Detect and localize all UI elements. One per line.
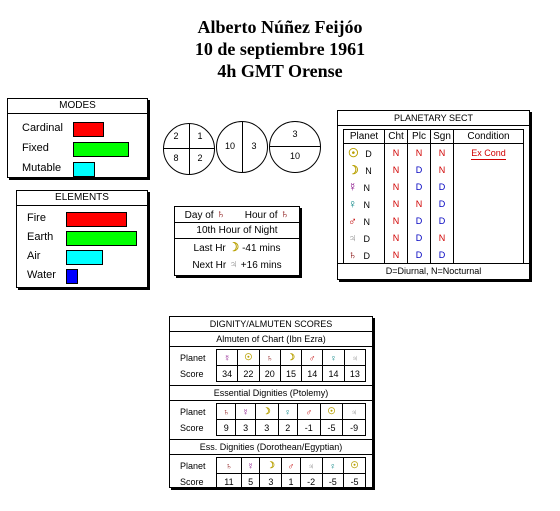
- dignity-subtitle: Essential Dignities (Ptolemy): [170, 385, 372, 401]
- score-value: -5: [344, 474, 366, 490]
- sect-row: [344, 195, 524, 212]
- dignity-planet-row: [176, 458, 366, 474]
- sect-plc: N: [408, 144, 431, 162]
- circle3-top: 3: [292, 129, 298, 139]
- elements-label-earth: Earth: [27, 231, 54, 243]
- score-value: 3: [260, 474, 282, 490]
- dignity-planet-row: [176, 404, 366, 420]
- sect-condition: [454, 212, 524, 229]
- dignity-score-row: [176, 474, 366, 490]
- sect-row: [344, 144, 524, 162]
- next-hour-value: +16 mins: [240, 260, 282, 271]
- sect-sgn: D: [431, 246, 454, 263]
- sect-plc: D: [408, 229, 431, 246]
- sect-col-sgn: Sgn: [431, 130, 454, 144]
- circle1-tr: 1: [197, 131, 203, 141]
- moon-icon: ☽: [255, 404, 278, 420]
- sect-plc: D: [408, 161, 431, 178]
- sun-icon: ☉: [238, 350, 259, 366]
- sect-planet-cell: [344, 229, 385, 246]
- jupiter-icon: ♃: [229, 257, 239, 271]
- moon-icon: ☽: [228, 240, 240, 254]
- sect-col-cht: Cht: [385, 130, 408, 144]
- condition-text: Ex Cond: [471, 147, 506, 158]
- score-value: -5: [322, 474, 344, 490]
- elements-bar-fire: [66, 212, 127, 227]
- score-value: 3: [255, 420, 278, 436]
- dignity-score-row: [176, 366, 366, 382]
- dignity-subtitle: Ess. Dignities (Dorothean/Egyptian): [170, 439, 372, 455]
- modes-label-fixed: Fixed: [22, 142, 49, 154]
- sect-dn: D: [361, 250, 370, 261]
- mars-icon: ♂: [348, 213, 357, 228]
- day-of-label: Day of: [184, 210, 214, 221]
- sect-plc: N: [408, 195, 431, 212]
- planet-label: Planet: [180, 460, 206, 471]
- sect-dn: D: [361, 233, 370, 244]
- moon-icon: ☽: [280, 350, 301, 366]
- sect-planet-cell: [344, 161, 385, 178]
- dignity-table: [176, 457, 366, 490]
- elements-label-air: Air: [27, 250, 41, 262]
- score-value: 13: [344, 366, 365, 382]
- elements-panel: [16, 190, 148, 288]
- chart-date: 10 de septiembre 1961: [194, 39, 366, 59]
- saturn-icon: ♄: [259, 350, 280, 366]
- sect-row: [344, 246, 524, 263]
- moon-icon: ☽: [260, 458, 282, 474]
- planetary-hours-panel: [174, 206, 300, 276]
- modes-panel: [7, 98, 148, 178]
- score-value: 3: [236, 420, 255, 436]
- sect-cht: N: [385, 144, 408, 162]
- sect-col-plc: Plc: [408, 130, 431, 144]
- sect-condition: [454, 178, 524, 195]
- venus-icon: ♀: [322, 458, 344, 474]
- moon-icon: ☽: [348, 162, 359, 177]
- circle2-right: 3: [251, 141, 257, 151]
- mercury-icon: ☿: [241, 458, 260, 474]
- score-value: 15: [280, 366, 301, 382]
- sect-plc: D: [408, 212, 431, 229]
- jupiter-icon: ♃: [300, 458, 322, 474]
- sect-col-condition: Condition: [454, 130, 524, 144]
- sect-sgn: D: [431, 212, 454, 229]
- last-hour-label: Last Hr: [193, 243, 226, 254]
- jupiter-icon: ♃: [348, 230, 357, 245]
- sect-condition: [454, 229, 524, 246]
- saturn-icon: ♄: [217, 458, 242, 474]
- elements-label-water: Water: [27, 269, 56, 281]
- sect-row: [344, 212, 524, 229]
- circle2-left: 10: [224, 141, 235, 151]
- hour-of-night: 10th Hour of Night: [175, 223, 299, 239]
- score-value: 14: [302, 366, 323, 382]
- score-label: Score: [180, 368, 204, 379]
- mars-icon: ♂: [298, 404, 321, 420]
- sect-sgn: N: [431, 229, 454, 246]
- elements-bar-air: [66, 250, 103, 265]
- circle1-tl: 2: [173, 131, 179, 141]
- score-label: Score: [180, 476, 204, 487]
- hour-of-label: Hour of: [244, 210, 278, 221]
- sect-sgn: D: [431, 195, 454, 212]
- dignity-title: DIGNITY/ALMUTEN SCORES: [170, 317, 372, 332]
- sect-footer: D=Diurnal, N=Nocturnal: [338, 263, 529, 279]
- modes-label-cardinal: Cardinal: [22, 122, 63, 134]
- quadrant-circle-1: [163, 123, 215, 175]
- dignity-panel: [169, 316, 373, 488]
- saturn-icon: ♄: [348, 247, 357, 262]
- score-value: 34: [217, 366, 238, 382]
- sect-dn: D: [362, 148, 372, 159]
- modes-title: MODES: [8, 99, 147, 114]
- score-value: -9: [343, 420, 366, 436]
- dignity-planet-row: [176, 350, 366, 366]
- sect-sgn: D: [431, 178, 454, 195]
- dignity-table: [176, 403, 366, 436]
- score-value: -5: [320, 420, 343, 436]
- chart-time-place: 4h GMT Orense: [217, 61, 343, 81]
- hemisphere-circle-tb: [269, 121, 321, 173]
- elements-bar-water: [66, 269, 78, 284]
- jupiter-icon: ♃: [343, 404, 366, 420]
- sect-cht: N: [385, 161, 408, 178]
- circle3-bottom: 10: [289, 151, 300, 161]
- elements-title: ELEMENTS: [17, 191, 147, 206]
- sect-planet-cell: [344, 195, 385, 212]
- planet-label: Planet: [180, 352, 206, 363]
- sect-dn: N: [361, 182, 370, 193]
- sect-cht: N: [385, 212, 408, 229]
- elements-label-fire: Fire: [27, 212, 46, 224]
- venus-icon: ♀: [348, 196, 357, 211]
- mercury-icon: ☿: [348, 179, 357, 194]
- modes-label-mutable: Mutable: [22, 162, 62, 174]
- next-hour-label: Next Hr: [192, 260, 227, 271]
- sun-icon: ☉: [348, 145, 359, 160]
- score-value: 2: [278, 420, 297, 436]
- score-value: -2: [300, 474, 322, 490]
- planetary-sect-panel: [337, 110, 530, 280]
- score-value: 1: [282, 474, 301, 490]
- sect-planet-cell: [344, 178, 385, 195]
- mercury-icon: ☿: [217, 350, 238, 366]
- planet-label: Planet: [180, 406, 206, 417]
- circle1-bl: 8: [173, 153, 179, 163]
- sect-planet-cell: [344, 212, 385, 229]
- score-value: -1: [298, 420, 321, 436]
- mars-icon: ♂: [282, 458, 301, 474]
- sect-cht: N: [385, 178, 408, 195]
- last-hour-value: -41 mins: [242, 243, 281, 254]
- sect-dn: N: [362, 165, 372, 176]
- elements-bar-earth: [66, 231, 137, 246]
- score-value: 20: [259, 366, 280, 382]
- saturn-icon: ♄: [280, 207, 290, 221]
- score-value: 22: [238, 366, 259, 382]
- saturn-icon: ♄: [216, 207, 226, 221]
- score-value: 14: [323, 366, 344, 382]
- mars-icon: ♂: [302, 350, 323, 366]
- sect-title: PLANETARY SECT: [338, 111, 529, 126]
- score-value: 9: [217, 420, 236, 436]
- sect-dn: N: [361, 216, 370, 227]
- modes-bar-cardinal: [73, 122, 104, 137]
- sect-dn: N: [361, 199, 370, 210]
- dignity-table: [176, 349, 366, 382]
- sect-sgn: N: [431, 161, 454, 178]
- score-value: 11: [217, 474, 242, 490]
- dignity-subtitle: Almuten of Chart (Ibn Ezra): [170, 332, 372, 347]
- hemisphere-circle-lr: [216, 121, 268, 173]
- sect-table: [343, 129, 524, 263]
- sect-row: [344, 229, 524, 246]
- modes-bar-mutable: [73, 162, 95, 177]
- circle1-br: 2: [197, 153, 203, 163]
- sect-plc: D: [408, 178, 431, 195]
- mercury-icon: ☿: [236, 404, 255, 420]
- sect-condition: [454, 246, 524, 263]
- sect-condition: [454, 161, 524, 178]
- chart-name: Alberto Núñez Feijóo: [197, 17, 363, 37]
- sect-condition: [454, 195, 524, 212]
- dignity-score-row: [176, 420, 366, 436]
- sect-cht: N: [385, 195, 408, 212]
- sect-row: [344, 161, 524, 178]
- sect-row: [344, 178, 524, 195]
- sect-planet-cell: [344, 246, 385, 263]
- sect-cht: N: [385, 229, 408, 246]
- sect-cht: N: [385, 246, 408, 263]
- sect-sgn: N: [431, 144, 454, 162]
- sect-condition: [454, 144, 524, 162]
- sun-icon: ☉: [320, 404, 343, 420]
- modes-bar-fixed: [73, 142, 129, 157]
- saturn-icon: ♄: [217, 404, 236, 420]
- score-value: 5: [241, 474, 260, 490]
- jupiter-icon: ♃: [344, 350, 365, 366]
- venus-icon: ♀: [278, 404, 297, 420]
- sun-icon: ☉: [344, 458, 366, 474]
- score-label: Score: [180, 422, 204, 433]
- sect-col-planet: Planet: [344, 130, 385, 144]
- sect-planet-cell: [344, 144, 385, 162]
- venus-icon: ♀: [323, 350, 344, 366]
- sect-plc: D: [408, 246, 431, 263]
